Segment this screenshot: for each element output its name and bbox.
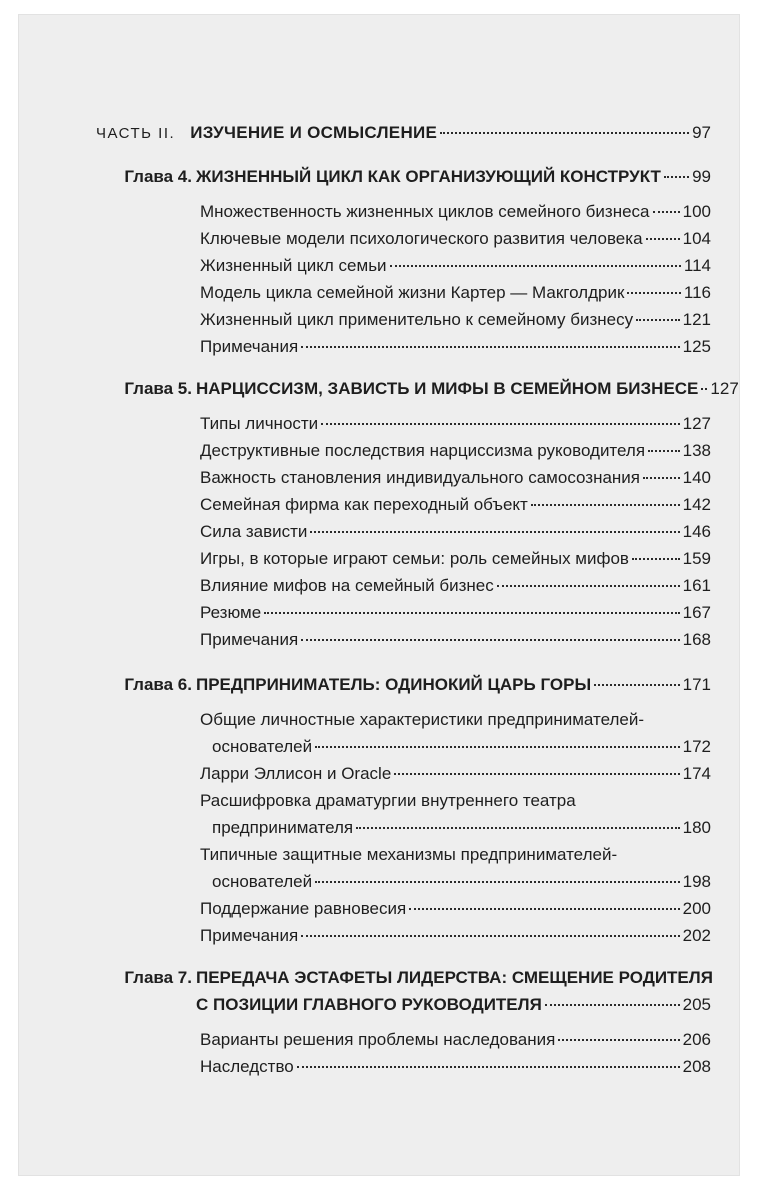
page-number: 168 bbox=[682, 630, 711, 649]
section-title-line1: Общие личностные характеристики предпринимателей- bbox=[200, 710, 645, 729]
section-title: Множественность жизненных циклов семейного бизнеса bbox=[200, 202, 650, 221]
toc-section[interactable] bbox=[200, 548, 711, 570]
dot-leader bbox=[297, 1066, 680, 1068]
section-title: Примечания bbox=[200, 337, 299, 356]
page-number: 127 bbox=[682, 414, 711, 433]
section-title: Жизненный цикл применительно к семейному бизнесу bbox=[200, 310, 634, 329]
page-number: 172 bbox=[682, 737, 711, 756]
dot-leader bbox=[409, 908, 679, 910]
dot-leader bbox=[701, 388, 707, 390]
toc-chapter-5[interactable] bbox=[124, 378, 739, 400]
dot-leader bbox=[390, 265, 681, 267]
chapter-label: Глава 5. bbox=[124, 379, 192, 398]
toc-section[interactable] bbox=[212, 736, 711, 758]
toc-section[interactable] bbox=[200, 521, 711, 543]
dot-leader bbox=[301, 346, 679, 348]
toc-section[interactable] bbox=[200, 282, 711, 304]
page-number: 171 bbox=[682, 675, 711, 694]
chapter-title: ПРЕДПРИНИМАТЕЛЬ: ОДИНОКИЙ ЦАРЬ ГОРЫ bbox=[196, 675, 592, 694]
section-title: Ларри Эллисон и Oracle bbox=[200, 764, 392, 783]
toc-section[interactable] bbox=[200, 413, 711, 435]
section-title: предпринимателя bbox=[212, 818, 354, 837]
dot-leader bbox=[643, 477, 680, 479]
toc-section[interactable] bbox=[200, 763, 711, 785]
section-title: Типы личности bbox=[200, 414, 319, 433]
toc-chapter-7[interactable] bbox=[196, 994, 711, 1016]
toc-section[interactable] bbox=[200, 898, 711, 920]
toc-section[interactable] bbox=[200, 440, 711, 462]
section-title: Игры, в которые играют семьи: роль семейных мифов bbox=[200, 549, 629, 568]
page-number: 208 bbox=[682, 1057, 711, 1076]
section-title: Поддержание равновесия bbox=[200, 899, 407, 918]
toc-section[interactable] bbox=[200, 925, 711, 947]
dot-leader bbox=[356, 827, 680, 829]
page-number: 159 bbox=[682, 549, 711, 568]
chapter-title: НАРЦИССИЗМ, ЗАВИСТЬ И МИФЫ В СЕМЕЙНОМ БИЗНЕСЕ bbox=[196, 379, 699, 398]
section-title: основателей bbox=[212, 737, 313, 756]
page-number: 174 bbox=[682, 764, 711, 783]
chapter-label: Глава 7. bbox=[124, 968, 192, 987]
page-number: 198 bbox=[682, 872, 711, 891]
dot-leader bbox=[594, 684, 680, 686]
dot-leader bbox=[627, 292, 680, 294]
toc-section[interactable] bbox=[200, 1056, 711, 1078]
section-title: Наследство bbox=[200, 1057, 294, 1076]
chapter-title: С ПОЗИЦИИ ГЛАВНОГО РУКОВОДИТЕЛЯ bbox=[196, 995, 542, 1014]
page-number: 100 bbox=[682, 202, 711, 221]
toc-section[interactable] bbox=[200, 494, 711, 516]
section-title: Семейная фирма как переходный объект bbox=[200, 495, 528, 514]
toc-section[interactable] bbox=[200, 336, 711, 358]
chapter-label: Глава 6. bbox=[124, 675, 192, 694]
dot-leader bbox=[315, 881, 680, 883]
page-number: 167 bbox=[682, 603, 711, 622]
page-number: 205 bbox=[682, 995, 711, 1014]
section-title: Примечания bbox=[200, 926, 299, 945]
chapter-title-line1: ПЕРЕДАЧА ЭСТАФЕТЫ ЛИДЕРСТВА: СМЕЩЕНИЕ РОДИТЕЛЯ bbox=[196, 968, 713, 987]
section-title-line1: Типичные защитные механизмы предпринимателей- bbox=[200, 845, 618, 864]
dot-leader bbox=[664, 176, 689, 178]
toc-section[interactable] bbox=[212, 871, 711, 893]
toc-section[interactable] bbox=[200, 228, 711, 250]
toc-chapter-6[interactable] bbox=[124, 674, 711, 696]
toc-section[interactable] bbox=[200, 1029, 711, 1051]
section-title-line1: Расшифровка драматургии внутреннего театра bbox=[200, 791, 576, 810]
section-title: Ключевые модели психологического развития человека bbox=[200, 229, 643, 248]
page-number: 200 bbox=[682, 899, 711, 918]
dot-leader bbox=[632, 558, 680, 560]
section-title: основателей bbox=[212, 872, 313, 891]
page-number: 140 bbox=[682, 468, 711, 487]
section-title: Важность становления индивидуального самосознания bbox=[200, 468, 641, 487]
dot-leader bbox=[648, 450, 680, 452]
dot-leader bbox=[646, 238, 680, 240]
section-title: Деструктивные последствия нарциссизма руководителя bbox=[200, 441, 646, 460]
page-number: 121 bbox=[682, 310, 711, 329]
page-number: 97 bbox=[692, 123, 711, 142]
toc-section[interactable] bbox=[200, 255, 711, 277]
toc-chapter-7-line1[interactable] bbox=[124, 967, 713, 989]
dot-leader bbox=[301, 935, 679, 937]
toc-section-line1[interactable] bbox=[200, 790, 711, 812]
toc-section[interactable] bbox=[200, 602, 711, 624]
chapter-label: Глава 4. bbox=[124, 167, 192, 186]
toc-part-2[interactable] bbox=[96, 122, 711, 145]
dot-leader bbox=[636, 319, 679, 321]
dot-leader bbox=[545, 1004, 680, 1006]
dot-leader bbox=[394, 773, 679, 775]
dot-leader bbox=[558, 1039, 679, 1041]
page-number: 116 bbox=[683, 283, 711, 302]
page-number: 202 bbox=[682, 926, 711, 945]
page-number: 206 bbox=[682, 1030, 711, 1049]
section-title: Жизненный цикл семьи bbox=[200, 256, 387, 275]
toc-section[interactable] bbox=[200, 467, 711, 489]
chapter-title: ЖИЗНЕННЫЙ ЦИКЛ КАК ОРГАНИЗУЮЩИЙ КОНСТРУКТ bbox=[196, 167, 661, 186]
page-number: 142 bbox=[682, 495, 711, 514]
toc-section[interactable] bbox=[200, 575, 711, 597]
page-number: 114 bbox=[683, 256, 711, 275]
dot-leader bbox=[321, 423, 679, 425]
part-title: ИЗУЧЕНИЕ И ОСМЫСЛЕНИЕ bbox=[190, 123, 438, 142]
dot-leader bbox=[497, 585, 680, 587]
toc-chapter-4[interactable] bbox=[124, 166, 711, 188]
dot-leader bbox=[653, 211, 680, 213]
dot-leader bbox=[310, 531, 679, 533]
toc-section[interactable] bbox=[200, 629, 711, 651]
page-number: 104 bbox=[682, 229, 711, 248]
page-number: 125 bbox=[682, 337, 711, 356]
page-number: 146 bbox=[682, 522, 711, 541]
section-title: Примечания bbox=[200, 630, 299, 649]
dot-leader bbox=[301, 639, 679, 641]
page-number: 161 bbox=[682, 576, 711, 595]
section-title: Влияние мифов на семейный бизнес bbox=[200, 576, 494, 595]
section-title: Варианты решения проблемы наследования bbox=[200, 1030, 556, 1049]
page-number: 99 bbox=[692, 167, 711, 186]
section-title: Модель цикла семейной жизни Картер — Макголдрик bbox=[200, 283, 625, 302]
dot-leader bbox=[264, 612, 679, 614]
page-number: 127 bbox=[710, 379, 739, 398]
toc-section-line1[interactable] bbox=[200, 844, 711, 866]
dot-leader bbox=[531, 504, 680, 506]
toc-section[interactable] bbox=[212, 817, 711, 839]
dot-leader bbox=[315, 746, 680, 748]
part-label: ЧАСТЬ II. bbox=[96, 125, 176, 142]
toc-section-line1[interactable] bbox=[200, 709, 711, 731]
dot-leader bbox=[440, 132, 689, 134]
book-page bbox=[18, 14, 740, 1176]
page-number: 180 bbox=[682, 818, 711, 837]
section-title: Сила зависти bbox=[200, 522, 308, 541]
toc-section[interactable] bbox=[200, 201, 711, 223]
page-number: 138 bbox=[682, 441, 711, 460]
section-title: Резюме bbox=[200, 603, 262, 622]
toc-section[interactable] bbox=[200, 309, 711, 331]
